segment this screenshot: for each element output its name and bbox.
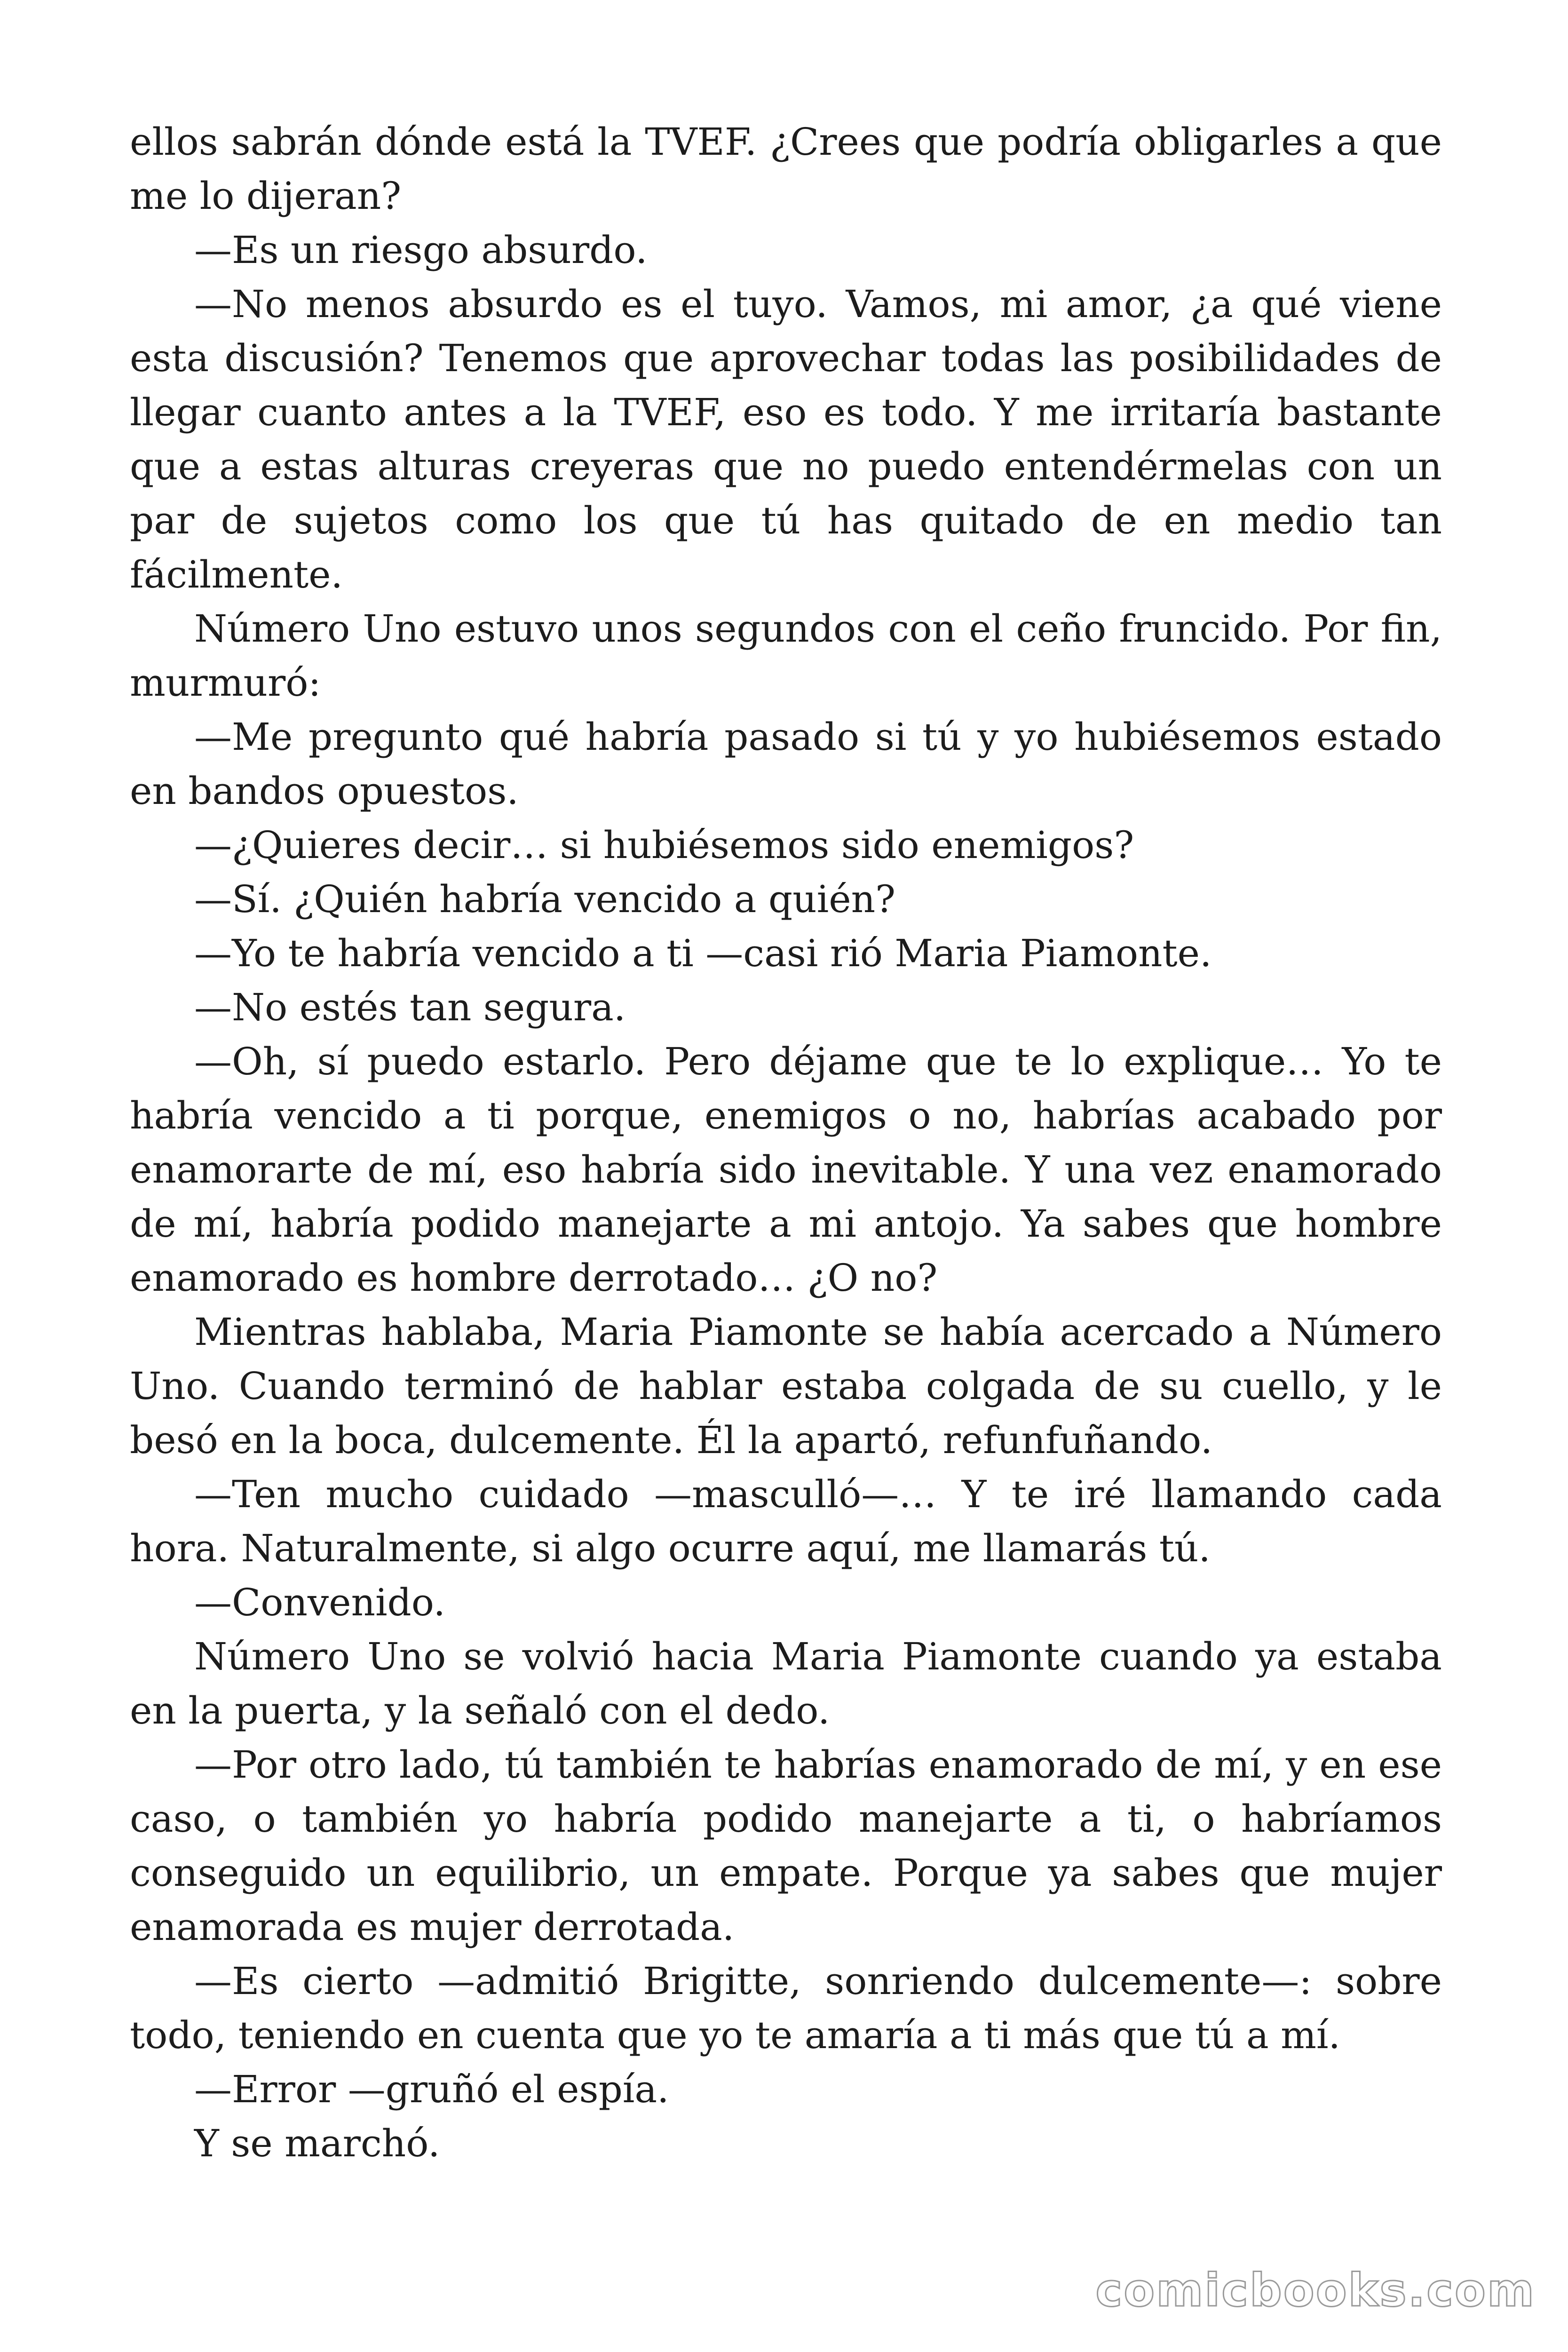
paragraph: Mientras hablaba, Maria Piamonte se había acercado a Número Uno. Cuando terminó de hablar estaba colgada de su cuello, y le besó en la boca, dulcemente. Él la apartó, refunfuñando. <box>130 1310 1442 1462</box>
book-page <box>130 115 1442 2170</box>
paragraph: —Me pregunto qué habría pasado si tú y yo hubiésemos estado en bandos opuestos. <box>130 715 1442 813</box>
paragraph: Número Uno se volvió hacia Maria Piamonte cuando ya estaba en la puerta, y la señaló con el dedo. <box>130 1635 1442 1732</box>
paragraph: —¿Quieres decir… si hubiésemos sido enemigos? <box>194 823 1134 867</box>
paragraph: —Convenido. <box>194 1581 445 1624</box>
paragraph: Número Uno estuvo unos segundos con el ceño fruncido. Por fin, murmuró: <box>130 607 1442 705</box>
watermark-text: comicbooks.com <box>1095 2264 1536 2317</box>
paragraph: ellos sabrán dónde está la TVEF. ¿Crees que podría obligarles a que me lo dijeran? <box>130 120 1442 218</box>
watermark-logo <box>1095 2264 1538 2317</box>
paragraph: —Por otro lado, tú también te habrías enamorado de mí, y en ese caso, o también yo habría podido manejarte a ti, o habríamos conseguido un equilibrio, un empate. Porque ya sabes que mujer enamorada es mujer derrotada. <box>130 1743 1442 1949</box>
paragraph: —Error —gruñó el espía. <box>194 2067 669 2111</box>
paragraph: —Es cierto —admitió Brigitte, sonriendo dulcemente—: sobre todo, teniendo en cuenta que yo te amaría a ti más que tú a mí. <box>130 1959 1442 2057</box>
paragraph: —Es un riesgo absurdo. <box>194 228 648 272</box>
paragraph: Y se marchó. <box>194 2122 440 2165</box>
paragraph: —No estés tan segura. <box>194 985 626 1029</box>
paragraph: —Ten mucho cuidado —masculló—… Y te iré llamando cada hora. Naturalmente, si algo ocurre aquí, me llamarás tú. <box>130 1472 1442 1570</box>
paragraph: —No menos absurdo es el tuyo. Vamos, mi amor, ¿a qué viene esta discusión? Tenemos que aprovechar todas las posibilidades de llegar cuanto antes a la TVEF, eso es todo. Y me irritaría bastante que a estas alturas creyeras que no puedo entendérmelas con un par de sujetos como los que tú has quitado de en medio tan fácilmente. <box>130 282 1442 596</box>
paragraph: —Yo te habría vencido a ti —casi rió Maria Piamonte. <box>194 931 1212 975</box>
paragraph: —Sí. ¿Quién habría vencido a quién? <box>194 877 895 921</box>
paragraph: —Oh, sí puedo estarlo. Pero déjame que te lo explique… Yo te habría vencido a ti porque, enemigos o no, habrías acabado por enamorarte de mí, eso habría sido inevitable. Y una vez enamorado de mí, habría podido manejarte a mi antojo. Ya sabes que hombre enamorado es hombre derrotado… ¿O no? <box>130 1040 1442 1300</box>
